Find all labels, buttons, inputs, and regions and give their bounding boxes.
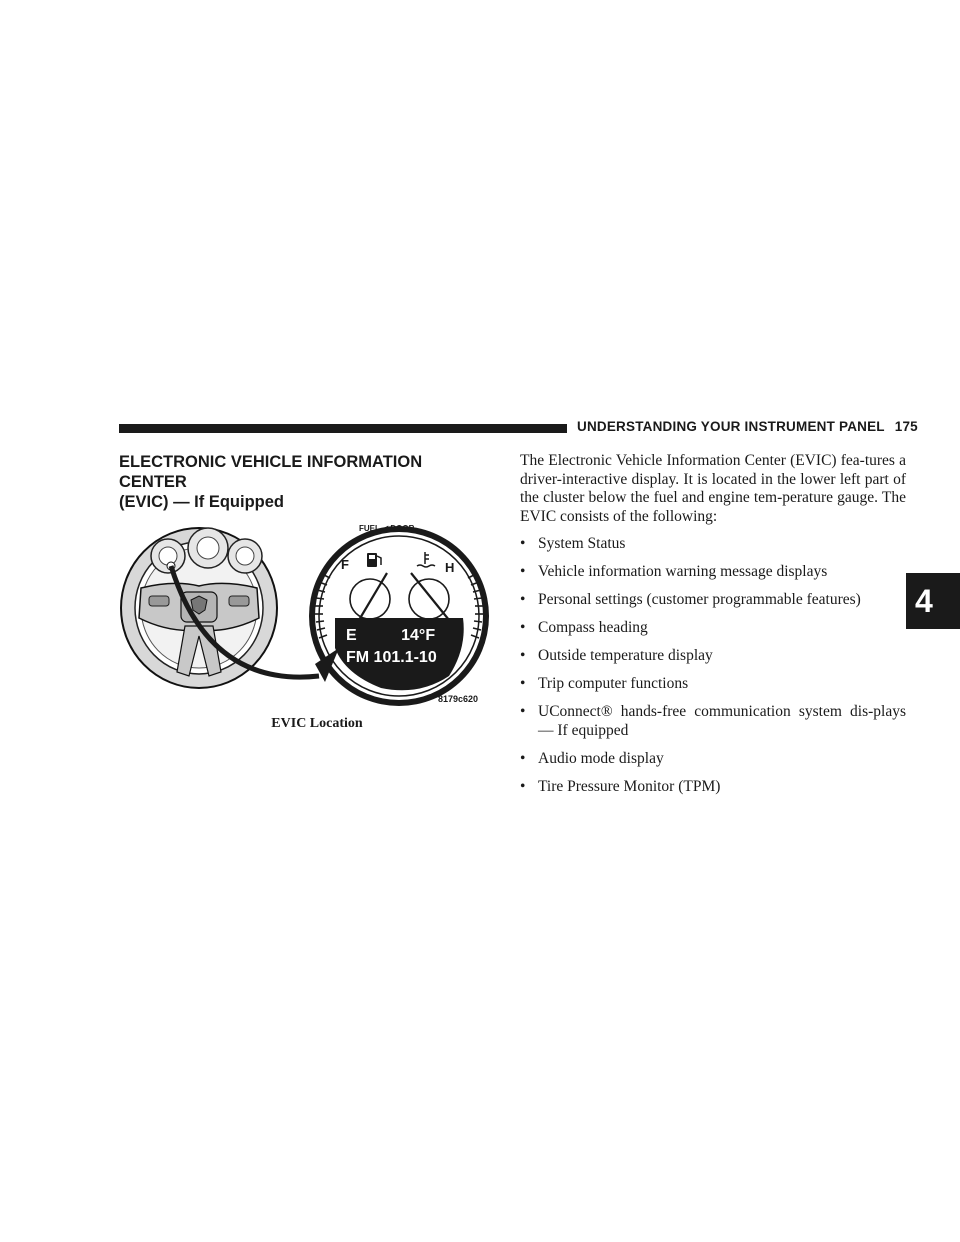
section-heading xyxy=(119,452,489,512)
figure-code: 8179c620 xyxy=(438,694,479,704)
gauge-f-label: F xyxy=(341,557,349,572)
list-item: • System Status xyxy=(520,535,626,553)
evic-location-figure xyxy=(119,508,497,738)
header-section-title: UNDERSTANDING YOUR INSTRUMENT PANEL xyxy=(577,419,885,434)
evic-features-list xyxy=(520,535,906,796)
intro-paragraph: The Electronic Vehicle Information Center (EVIC) fea-tures a driver-interactive display. It is located in the lower left part of the cluster below the fuel and engine tem-perature gauge. The EVIC consists of the following: xyxy=(520,452,906,525)
steering-wheel-drawing xyxy=(121,528,277,688)
chapter-tab: 4 xyxy=(906,573,960,629)
list-item: • Outside temperature display xyxy=(520,647,713,665)
list-item: • Personal settings (customer programmable features) xyxy=(520,591,861,609)
figure-caption: EVIC Location xyxy=(271,716,363,731)
list-item: • Audio mode display xyxy=(520,749,664,767)
lcd-line-2: FM 101.1-10 xyxy=(346,649,437,666)
heading-line-2: (EVIC) — If Equipped xyxy=(119,493,284,511)
heading-line-1: ELECTRONIC VEHICLE INFORMATION CENTER xyxy=(119,453,423,491)
list-item: • Trip computer functions xyxy=(520,675,689,693)
list-item: • Tire Pressure Monitor (TPM) xyxy=(520,777,721,795)
lcd-line-1: E 14°F xyxy=(346,627,436,644)
page-number: 175 xyxy=(894,419,918,434)
list-item: • UConnect® hands-free communication system dis-plays — If equipped xyxy=(520,703,906,739)
body-text-column xyxy=(520,452,906,806)
header-rule xyxy=(119,424,567,433)
gauge-h-label: H xyxy=(445,560,455,575)
list-item: • Vehicle information warning message displays xyxy=(520,563,828,581)
list-item: • Compass heading xyxy=(520,619,648,637)
running-header xyxy=(577,419,918,439)
gauge-fuel-door-label: FUEL ◁ DOOR xyxy=(359,524,415,533)
